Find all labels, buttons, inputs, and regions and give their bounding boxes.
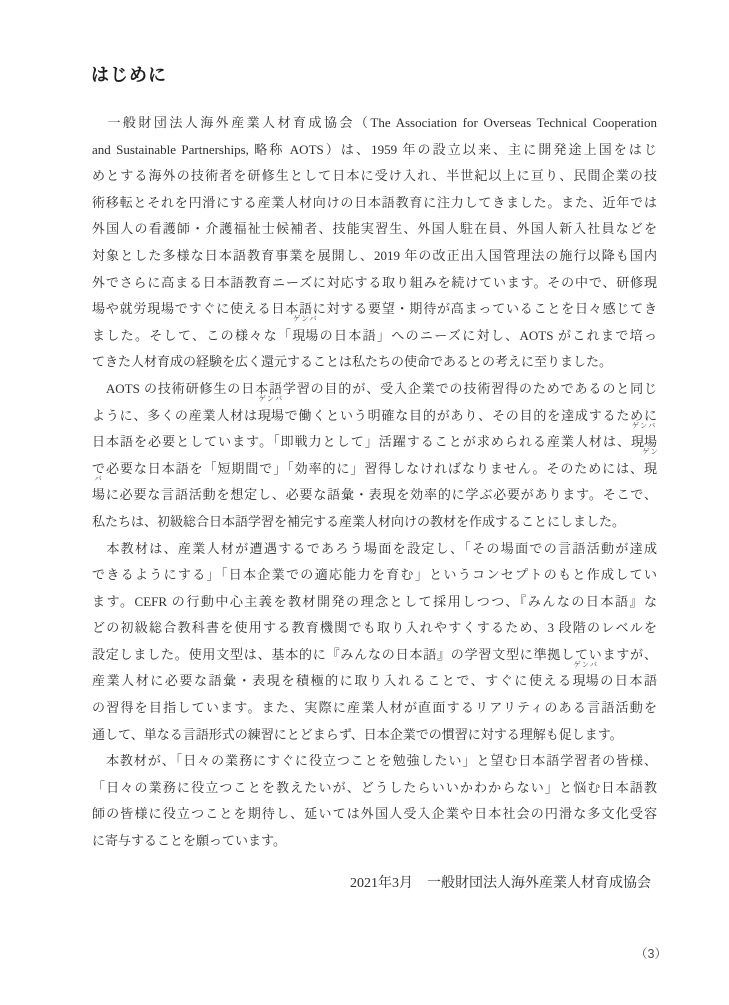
text-line <box>92 615 657 642</box>
ruby-word <box>92 473 106 509</box>
furigana: ゲンバ <box>631 420 657 430</box>
text-segment: 対象とした多様な日本語教育事業を展開し、2019 年の改正出入国管理法の施行以降も国内 <box>92 247 657 263</box>
text-segment: 本教材が、「日々の業務にすぐに役立つことを勉強したい」と望む日本語学習者の皆様、 <box>92 753 657 769</box>
ruby-base: 現 <box>643 460 657 476</box>
text-segment: and Sustainable Partnerships, 略称 AOTS）は、1959 年の設立以来、主に開発途上国をはじ <box>92 141 657 157</box>
text-line <box>92 447 659 483</box>
text-segment: に寄与することを願っています。 <box>92 833 286 849</box>
text-line <box>92 473 657 509</box>
text-segment: めとする海外の技術者を研修生として日本に受け入れ、半世紀以上に亘り、民間企業の技 <box>92 168 657 184</box>
page-number: （3） <box>635 947 667 961</box>
text-line <box>92 137 657 164</box>
text-line <box>92 536 657 563</box>
text-segment: 場や就労現場ですぐに使える日本語に対する要望・期待が高まっていることを日々感じてき <box>92 301 657 317</box>
text-line <box>92 589 657 616</box>
text-line <box>92 562 657 589</box>
furigana: ゲンバ <box>573 659 599 669</box>
text-line <box>92 420 657 456</box>
text-segment: 外でさらに高まる日本語教育ニーズに対応する取り組みを続けています。その中で、研修現 <box>92 274 657 290</box>
date-signature-line: 2021年3月 一般財団法人海外産業人材育成協会 <box>350 875 651 891</box>
furigana: ゲン <box>642 447 659 457</box>
text-line <box>92 775 657 802</box>
text-line <box>92 190 657 217</box>
text-line <box>92 243 657 270</box>
text-segment: 「日々の業務に役立つことを教えたいが、どうしたらいいかわからない」と悩む日本語教 <box>92 779 657 795</box>
furigana: ゲンバ <box>292 314 318 324</box>
ruby-word <box>572 659 599 695</box>
text-segment: できるようにする」「日本企業での適応能力を育む」というコンセプトのもと作成してい <box>92 567 657 583</box>
text-segment: 私たちは、初級総合日本語学習を補完する産業人材向けの教材を作成することにしました。 <box>92 513 626 529</box>
text-segment: の日本語」へのニーズに対し、AOTS がこれまで培っ <box>318 327 657 343</box>
ruby-word <box>292 314 319 350</box>
ruby-word <box>257 394 284 430</box>
text-segment: 外国人の看護師・介護福祉士候補者、技能実習生、外国人駐在員、外国人新入社員などを <box>92 221 657 237</box>
text-segment: 師の皆様に役立つことを期待し、延いては外国人受入企業や日本社会の円滑な多文化受容 <box>92 806 657 822</box>
text-line <box>92 296 657 323</box>
body-column <box>92 110 657 892</box>
text-segment: 本教材は、産業人材が遭遇するであろう場面を設定し、「その場面での言語活動が達成 <box>92 540 657 556</box>
text-segment: に必要な言語活動を想定し、必要な語彙・表現を効率的に学ぶ必要があります。そこで、 <box>105 487 657 503</box>
text-line <box>92 349 657 376</box>
paragraph <box>92 748 657 854</box>
text-line <box>92 509 657 536</box>
text-segment: で働くという明確な目的があり、その目的を達成するために <box>283 407 657 423</box>
paragraph <box>92 110 657 376</box>
ruby-base: 現場 <box>292 327 319 343</box>
text-line <box>92 695 657 722</box>
page-title: はじめに <box>91 65 167 85</box>
ruby-base: 現場 <box>257 407 284 423</box>
text-segment: 日本語を必要としています。「即戦力として」活躍することが求められる産業人材は、 <box>92 434 631 450</box>
text-line <box>92 163 657 190</box>
text-line <box>92 642 657 669</box>
text-segment: 通して、単なる言語形式の練習にとどまらず、日本企業での慣習に対する理解も促します。 <box>92 726 623 742</box>
text-segment: AOTS の技術研修生の日本語学習の目的が、受入企業での技術習得のためであるのと同じ <box>92 380 657 396</box>
text-line <box>92 801 657 828</box>
text-line <box>92 748 657 775</box>
ruby-base: 場 <box>92 487 106 503</box>
ruby-base: 現場 <box>630 434 657 450</box>
ruby-base: 現場 <box>572 673 599 689</box>
text-line <box>92 270 657 297</box>
text-segment: ました。そして、この様々な「 <box>92 327 293 343</box>
text-segment: 設定しました。使用文型は、基本的に『みんなの日本語』の学習文型に準拠していますが、 <box>92 646 657 662</box>
text-segment: の日本語 <box>598 673 657 689</box>
text-segment: 術移転とそれを円滑にする産業人材向けの日本語教育に注力してきました。また、近年では <box>92 194 657 210</box>
text-segment: ように、多くの産業人材は <box>92 407 258 423</box>
text-line <box>92 110 657 137</box>
text-segment: どの初級総合教科書を使用する教育機関でも取り入れやすくするため、3 段階のレベルを <box>92 620 657 636</box>
text-segment: ます。CEFR の行動中心主義を教材開発の理念として採用しつつ、『みんなの日本語』な <box>92 593 657 609</box>
text-line <box>92 659 657 695</box>
paragraph <box>92 536 657 749</box>
text-line <box>92 394 657 430</box>
text-segment: 一般財団法人海外産業人材育成協会（The Association for Overseas Technical Cooperation <box>92 115 657 130</box>
text-line <box>92 216 657 243</box>
text-segment: で必要な日本語を「短期間で」「効率的に」習得しなければなりません。そのためには、 <box>92 460 644 476</box>
ruby-word <box>642 447 659 483</box>
text-line <box>92 722 657 749</box>
furigana: ゲンバ <box>258 394 284 404</box>
text-segment: の習得を目指しています。また、実際に産業人材が直面するリアリティのある言語活動を <box>92 700 657 716</box>
text-segment: 産業人材に必要な語彙・表現を積極的に取り入れることで、すぐに使える <box>92 673 573 689</box>
text-line <box>92 828 657 855</box>
text-line <box>92 314 657 350</box>
paragraph <box>92 376 657 536</box>
text-line <box>92 376 657 403</box>
furigana: バ <box>94 473 103 483</box>
text-segment: てきた人材育成の経験を広く還元することは私たちの使命であるとの考えに至りました。 <box>92 354 613 370</box>
